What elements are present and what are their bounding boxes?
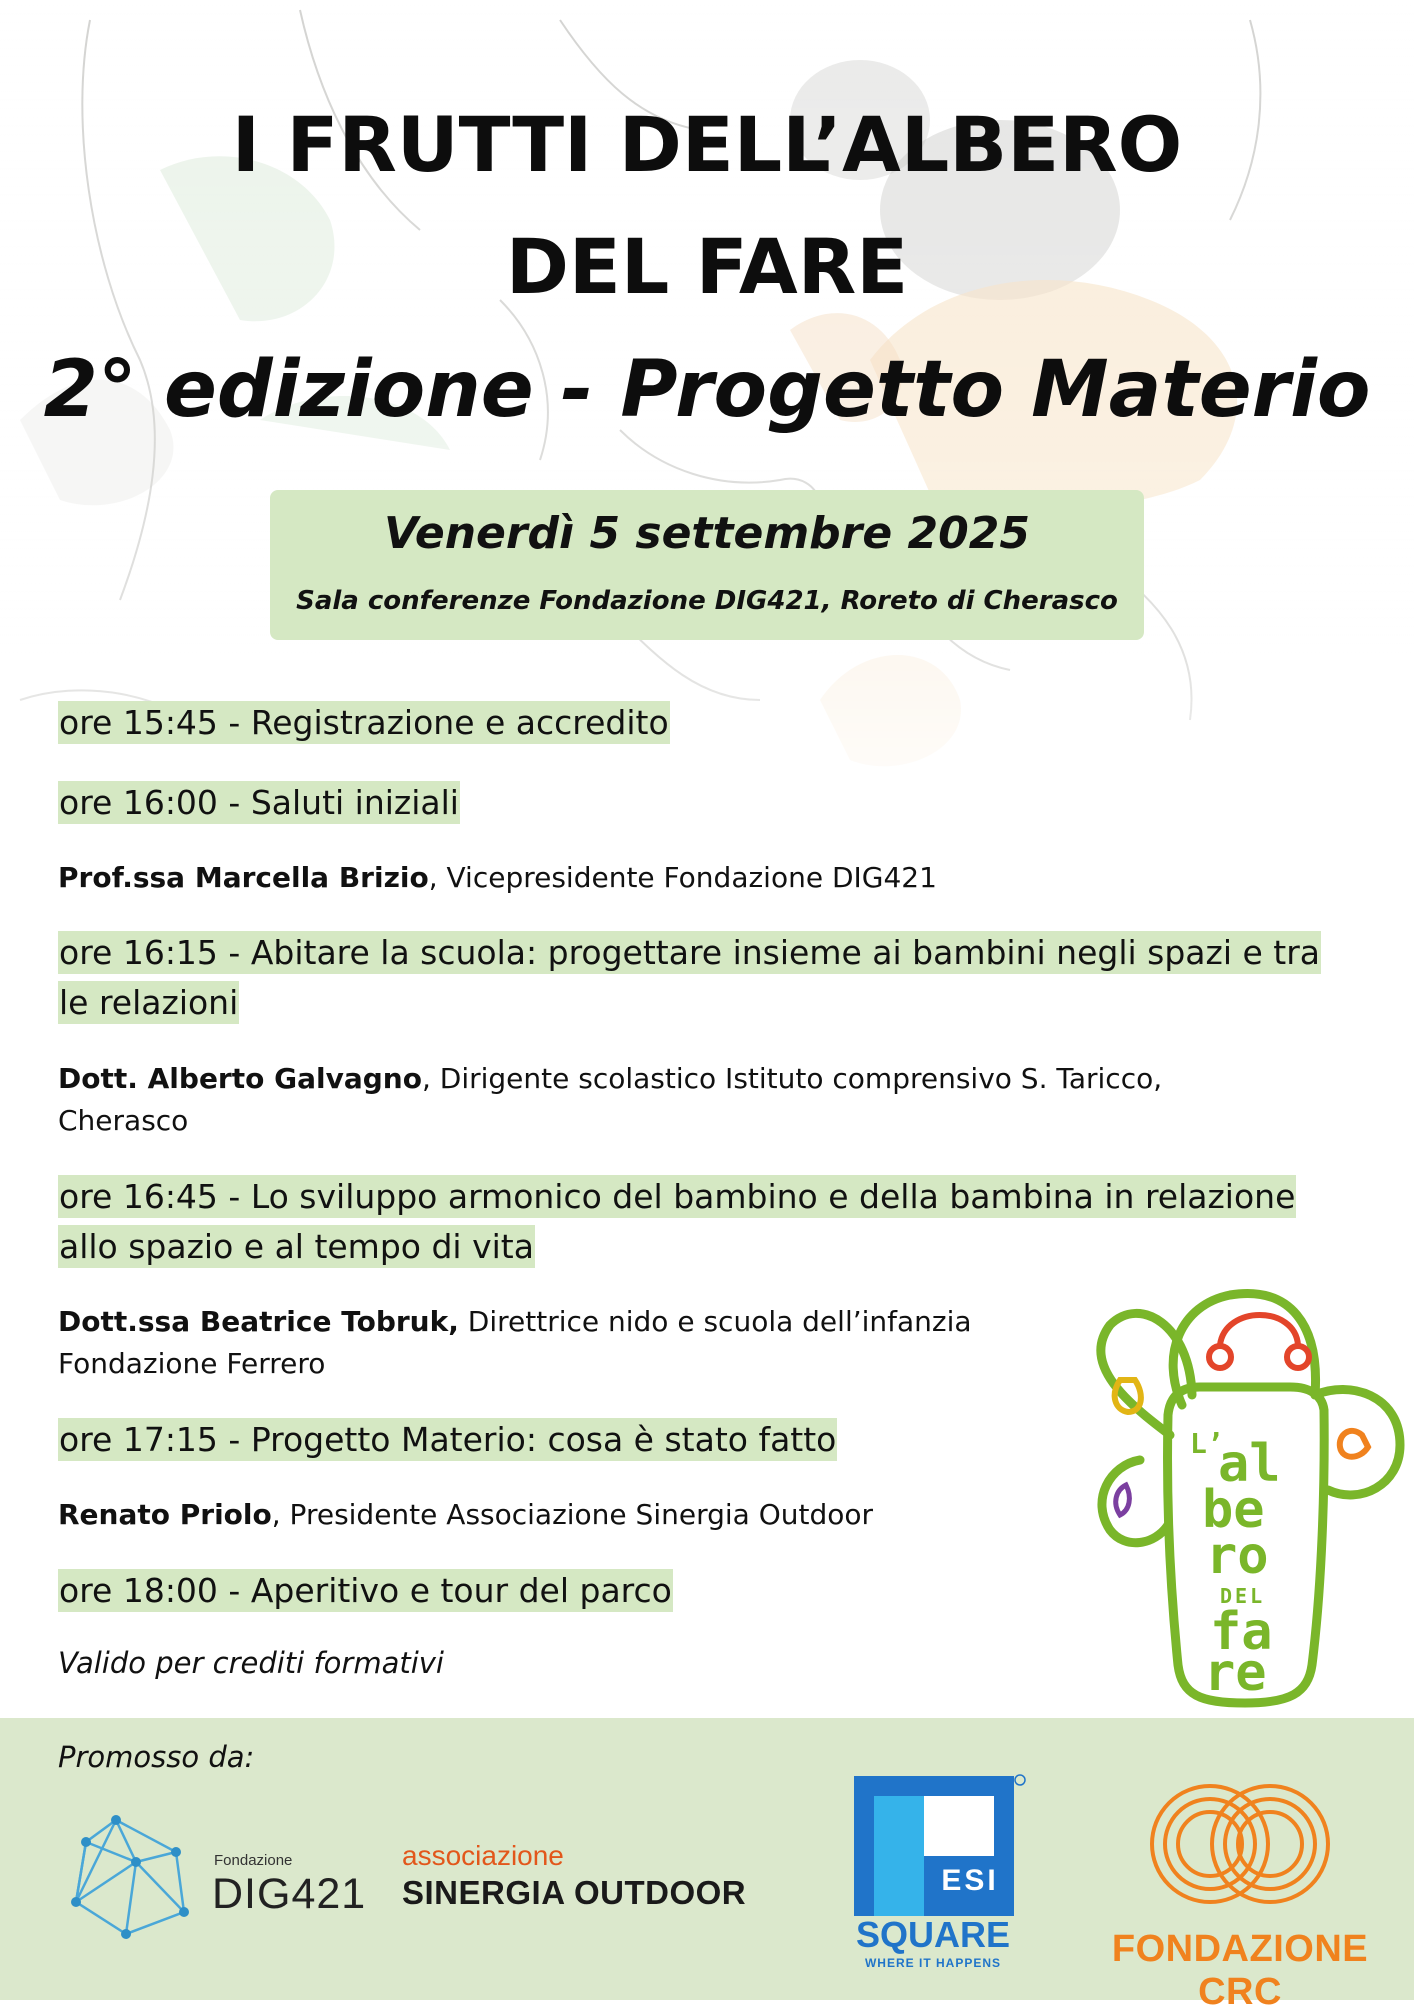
tesi-esi-text: ESI (941, 1864, 999, 1897)
sponsors-footer (0, 1718, 1414, 2013)
event-date: Venerdì 5 settembre 2025 (384, 508, 1030, 559)
speaker-role: , Dirigente scolastico Istituto comprensivo S. Taricco, (421, 1062, 1163, 1095)
fondazione-crc-logo (1080, 1758, 1400, 2013)
network-icon (66, 1812, 196, 1942)
title-line-1: I FRUTTI DELL’ALBERO (231, 100, 1183, 189)
speaker-name: Dott. Alberto Galvagno (58, 1062, 422, 1095)
tree-text-ro: ro (1206, 1526, 1269, 1586)
sinergia-logo-name: SINERGIA OUTDOOR (402, 1874, 747, 1911)
tree-text-l: L’ (1190, 1427, 1224, 1460)
event-venue: Sala conferenze Fondazione DIG421, Roreto di Cherasco (296, 586, 1118, 616)
tesi-square-logo (850, 1746, 1030, 1986)
program-item-4-speaker (58, 1301, 972, 1385)
program-item-5-title: ore 17:15 - Progetto Materio: cosa è stato fatto (59, 1420, 837, 1459)
program-item-5-speaker (58, 1494, 873, 1536)
tesi-tagline: WHERE IT HAPPENS (864, 1956, 1001, 1970)
program-item-3-title: ore 16:15 - Abitare la scuola: progettare insieme ai bambini negli spazi e tra le relazioni (59, 933, 1321, 1022)
albero-del-fare-logo (1070, 1285, 1410, 1715)
title-line-2: DEL FARE (505, 222, 909, 311)
crc-logo-name: FONDAZIONE CRC (1111, 1928, 1369, 2013)
speaker-name: Prof.ssa Marcella Brizio (58, 861, 429, 894)
dig421-logo (66, 1812, 367, 1952)
dig421-logo-name: DIG421 (212, 1870, 367, 1918)
program-item-2-speaker (58, 857, 937, 899)
tree-text-re: re (1204, 1643, 1267, 1703)
dig421-logo-small: Fondazione (214, 1852, 293, 1869)
tree-text-al: al (1218, 1434, 1281, 1494)
tree-text-fa: fa (1210, 1602, 1273, 1662)
crc-rings-icon (1080, 1758, 1400, 1928)
speaker-role: , Presidente Associazione Sinergia Outdoor (271, 1498, 874, 1531)
speaker-role: , Vicepresidente Fondazione DIG421 (428, 861, 937, 894)
program-item-3-speaker (58, 1058, 1162, 1142)
program-item-2-title: ore 16:00 - Saluti iniziali (59, 783, 459, 822)
speaker-name: Dott.ssa Beatrice Tobruk, (58, 1305, 459, 1338)
sinergia-logo-small: associazione (402, 1840, 564, 1871)
speaker-role: Direttrice nido e scuola dell’infanzia (458, 1305, 972, 1338)
program-item-6-title: ore 18:00 - Aperitivo e tour del parco (59, 1571, 672, 1610)
sinergia-outdoor-logo (402, 1840, 812, 1930)
program-item-4-title: ore 16:45 - Lo sviluppo armonico del bambino e della bambina in relazione allo spazio e al tempo di vita (59, 1177, 1296, 1266)
speaker-name: Renato Priolo (58, 1498, 272, 1531)
speaker-role-cont: Cherasco (58, 1104, 189, 1137)
speaker-role-cont: Fondazione Ferrero (58, 1347, 326, 1380)
title-line-3: 2° edizione - Progetto Materio (43, 345, 1371, 435)
credits-note: Valido per crediti formativi (58, 1646, 444, 1680)
tree-text-be: be (1202, 1480, 1265, 1540)
promoted-by-label: Promosso da: (58, 1740, 255, 1774)
event-date-box (270, 490, 1144, 640)
program-item-1-title: ore 15:45 - Registrazione e accredito (59, 703, 669, 742)
tesi-square-text: SQUARE (855, 1914, 1011, 1955)
tree-text-del: DEL (1220, 1584, 1266, 1608)
